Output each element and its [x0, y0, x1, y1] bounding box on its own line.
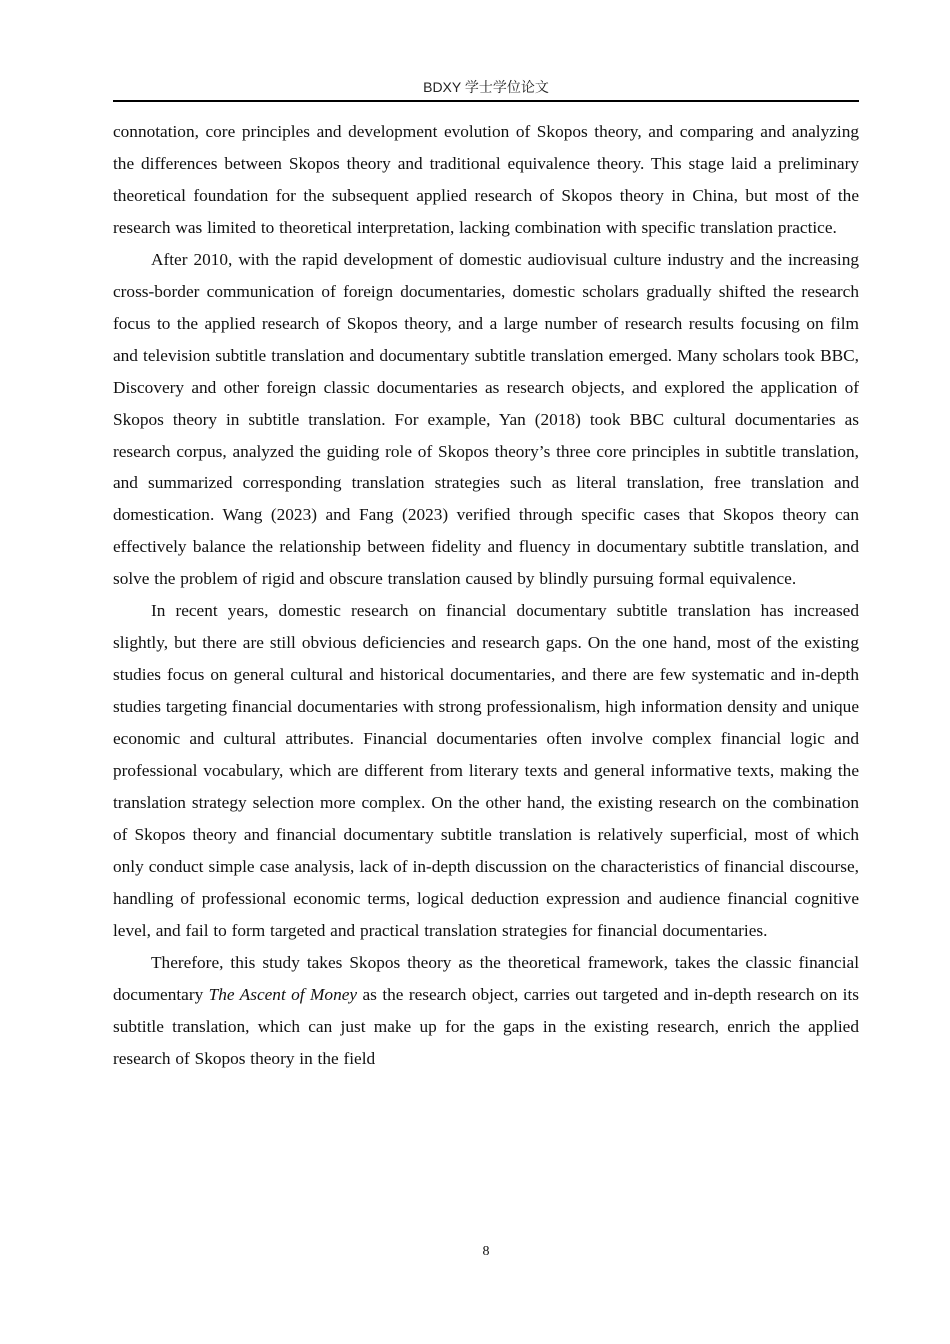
- paragraph-therefore-text-after: as the research object, carries out targeted and in-depth research on its subtitle translation, which can just make up for the gaps in the existing research, enrich the applied research of Skopos theory in the field: [113, 984, 859, 1068]
- paragraph-therefore: [113, 947, 859, 1075]
- body-text: [113, 116, 859, 1075]
- running-header: BDXY 学士学位论文: [423, 79, 549, 95]
- header-rule: [113, 100, 859, 102]
- page-number: 8: [482, 1244, 490, 1259]
- paragraph-recent-years: In recent years, domestic research on financial documentary subtitle translation has increased slightly, but there are still obvious deficiencies and research gaps. On the one hand, most of the existing studies focus on general cultural and historical documentaries, and there are few systematic and in-depth studies targeting financial documentaries with strong professionalism, high information density and unique economic and cultural attributes. Financial documentaries often involve complex financial logic and professional vocabulary, which are different from literary texts and general informative texts, making the translation strategy selection more complex. On the other hand, the existing research on the combination of Skopos theory and financial documentary subtitle translation is relatively superficial, most of which only conduct simple case analysis, lack of in-depth discussion on the characteristics of financial discourse, handling of professional economic terms, logical deduction expression and audience financial cognitive level, and fail to form targeted and practical translation strategies for financial documentaries.: [113, 601, 859, 940]
- paragraph-therefore-text-before: Therefore, this study takes Skopos theory as the theoretical framework, takes the classic financial documentary: [113, 952, 859, 1004]
- documentary-title: The Ascent of Money: [208, 984, 358, 1004]
- paragraph-continued: connotation, core principles and development evolution of Skopos theory, and comparing and analyzing the differences between Skopos theory and traditional equivalence theory. This stage laid a preliminary theoretical foundation for the subsequent applied research of Skopos theory in China, but most of the research was limited to theoretical interpretation, lacking combination with specific translation practice.: [113, 122, 859, 237]
- paragraph-after-2010: After 2010, with the rapid development of domestic audiovisual culture industry and the increasing cross-border communication of foreign documentaries, domestic scholars gradually shifted the research focus to the applied research of Skopos theory, and a large number of research results focusing on film and television subtitle translation and documentary subtitle translation emerged. Many scholars took BBC, Discovery and other foreign classic documentaries as research objects, and explored the application of Skopos theory in subtitle translation. For example, Yan (2018) took BBC cultural documentaries as research corpus, analyzed the guiding role of Skopos theory’s three core principles in subtitle translation, and summarized corresponding translation strategies such as literal translation, free translation and domestication. Wang (2023) and Fang (2023) verified through specific cases that Skopos theory can effectively balance the relationship between fidelity and fluency in documentary subtitle translation, and solve the problem of rigid and obscure translation caused by blindly pursuing formal equivalence.: [113, 249, 859, 589]
